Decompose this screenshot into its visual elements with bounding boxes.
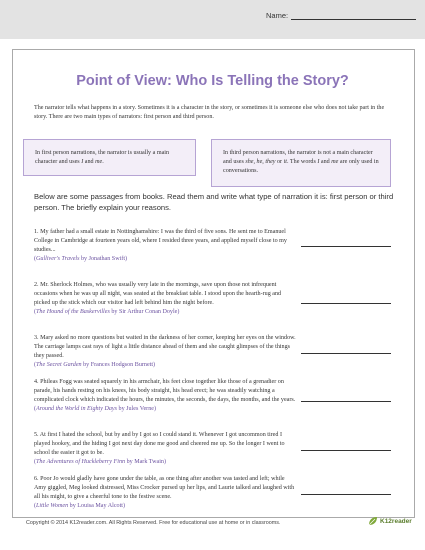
leaf-icon bbox=[368, 516, 378, 526]
name-label: Name: bbox=[266, 11, 289, 20]
page-title: Point of View: Who Is Telling the Story? bbox=[76, 73, 349, 89]
box1-word-i: I bbox=[81, 159, 84, 166]
book-title: Around the World in Eighty Days bbox=[36, 406, 117, 412]
passage-source: (The Hound of the Baskervilles by Sir Arthur Conan Doyle) bbox=[34, 309, 180, 315]
book-title: The Hound of the Baskervilles bbox=[36, 309, 110, 315]
by-word: by bbox=[117, 406, 127, 412]
book-author: Sir Arthur Conan Doyle bbox=[118, 309, 178, 315]
box2-or: or bbox=[275, 159, 284, 166]
passage-source: (Gulliver's Travels by Jonathan Swift) bbox=[34, 256, 128, 262]
passage-source: (Around the World in Eighty Days by Jules Verne) bbox=[34, 406, 156, 412]
book-title: Little Women bbox=[36, 503, 69, 509]
box2-word-it: it bbox=[283, 159, 287, 166]
answer-line-4[interactable] bbox=[301, 401, 391, 402]
name-line[interactable] bbox=[291, 11, 416, 20]
box2-text: In third person narrations, the narrator is not a main character and uses bbox=[223, 150, 373, 166]
instructions: Below are some passages from books. Read them and write what type of narration it is: first person or third person. The briefly explain your reasons. bbox=[34, 192, 394, 212]
book-title: The Secret Garden bbox=[36, 362, 82, 368]
third-person-box bbox=[211, 139, 391, 187]
book-title: Gulliver's Travels bbox=[36, 256, 80, 262]
book-title: The Adventures of Huckleberry Finn bbox=[36, 459, 126, 465]
passage-6 bbox=[34, 475, 296, 511]
box1-text: In first person narrations, the narrator is usually a main character and uses bbox=[35, 150, 170, 166]
passage-source: (Little Women by Louisa May Alcott) bbox=[34, 503, 126, 509]
first-person-box bbox=[23, 139, 196, 176]
passage-text: 2. Mr. Sherlock Holmes, who was usually very late in the mornings, save upon those not infrequent occasions when he was up all night, was seated at the breakfast table. I stood upon the hearth-rug and picked up the stick which our visitor had left behind him the night before. bbox=[34, 282, 282, 306]
box2-the-words: . The words bbox=[287, 159, 318, 166]
passage-source: (The Secret Garden by Frances Hodgson Burnett) bbox=[34, 362, 156, 368]
book-author: Louisa May Alcott bbox=[77, 503, 123, 509]
book-author: Jonathan Swift bbox=[88, 256, 126, 262]
answer-line-2[interactable] bbox=[301, 303, 391, 304]
box1-end: . bbox=[102, 159, 104, 166]
box2-comma1: , bbox=[253, 159, 257, 166]
intro-paragraph: The narrator tells what happens in a story. Sometimes it is a character in the story, or sometimes it is someone else who does not take part in the story. There are two main types of narrators: first person and third person. bbox=[34, 105, 385, 121]
by-word: by bbox=[81, 362, 91, 368]
box2-word-me: me bbox=[331, 159, 339, 166]
passage-3 bbox=[34, 334, 296, 370]
box1-and: and bbox=[83, 159, 96, 166]
box2-word-he: he bbox=[256, 159, 263, 166]
passage-4 bbox=[34, 378, 296, 414]
passage-2 bbox=[34, 281, 296, 317]
passage-text: 5. At first I hated the school, but by and by I got so I could stand it. Whenever I got uncommon tired I played hookey, and the hiding I got next day done me good and cheered me up. So the longer I went to school the easier it got to be. bbox=[34, 432, 285, 456]
passage-text: 4. Phileas Fogg was seated squarely in his armchair, his feet close together like those of a grenadier on parade, his hands resting on his knees, his body straight, his head erect; he was steadily watching a complicated clock which indicated the hours, the minutes, the seconds, the days, the months, and the years. bbox=[34, 379, 296, 403]
box2-comma2: , bbox=[262, 159, 266, 166]
k12reader-logo bbox=[368, 516, 412, 526]
passage-source: (The Adventures of Huckleberry Finn by Mark Twain) bbox=[34, 459, 166, 465]
passage-5 bbox=[34, 431, 296, 467]
by-word: by bbox=[109, 309, 119, 315]
passage-1 bbox=[34, 228, 296, 264]
book-author: Jules Verne bbox=[126, 406, 154, 412]
by-word: by bbox=[125, 459, 135, 465]
answer-line-6[interactable] bbox=[301, 494, 391, 495]
passage-text: 1. My father had a small estate in Nottinghamshire: I was the third of five sons. He sent me to Emanuel College in Cambridge at fourteen years old, where I resided three years, and applied myself close to my studies... bbox=[34, 229, 287, 253]
logo-text: K12reader bbox=[380, 517, 412, 525]
box2-word-she: she bbox=[245, 159, 254, 166]
box2-word-they: they bbox=[265, 159, 276, 166]
book-author: Mark Twain bbox=[134, 459, 164, 465]
answer-line-1[interactable] bbox=[301, 246, 391, 247]
passage-text: 3. Mary asked no more questions but waited in the darkness of her corner, keeping her eyes on the window. The carriage lamps cast rays of light a little distance ahead of them and she caught glimpses of the things they passed. bbox=[34, 335, 296, 359]
copyright-footer: Copyright © 2014 K12reader.com. All Rights Reserved. Free for educational use at home or in classrooms. bbox=[26, 520, 281, 526]
answer-line-5[interactable] bbox=[301, 450, 391, 451]
box2-word-i: I bbox=[317, 159, 320, 166]
book-author: Frances Hodgson Burnett bbox=[90, 362, 154, 368]
passage-text: 6. Poor Jo would gladly have gone under the table, as one thing after another was tasted and left; while Amy giggled, Meg looked distressed, Miss Crocker pursed up her lips, and Laurie talked and laughed with all his might, to give a cheerful tone to the festive scene. bbox=[34, 476, 295, 500]
box2-and: and bbox=[319, 159, 332, 166]
box2-end: are only used in conversations. bbox=[223, 159, 379, 175]
name-field[interactable] bbox=[266, 11, 416, 20]
answer-line-3[interactable] bbox=[301, 353, 391, 354]
by-word: by bbox=[79, 256, 89, 262]
by-word: by bbox=[68, 503, 78, 509]
box1-word-me: me bbox=[95, 159, 103, 166]
